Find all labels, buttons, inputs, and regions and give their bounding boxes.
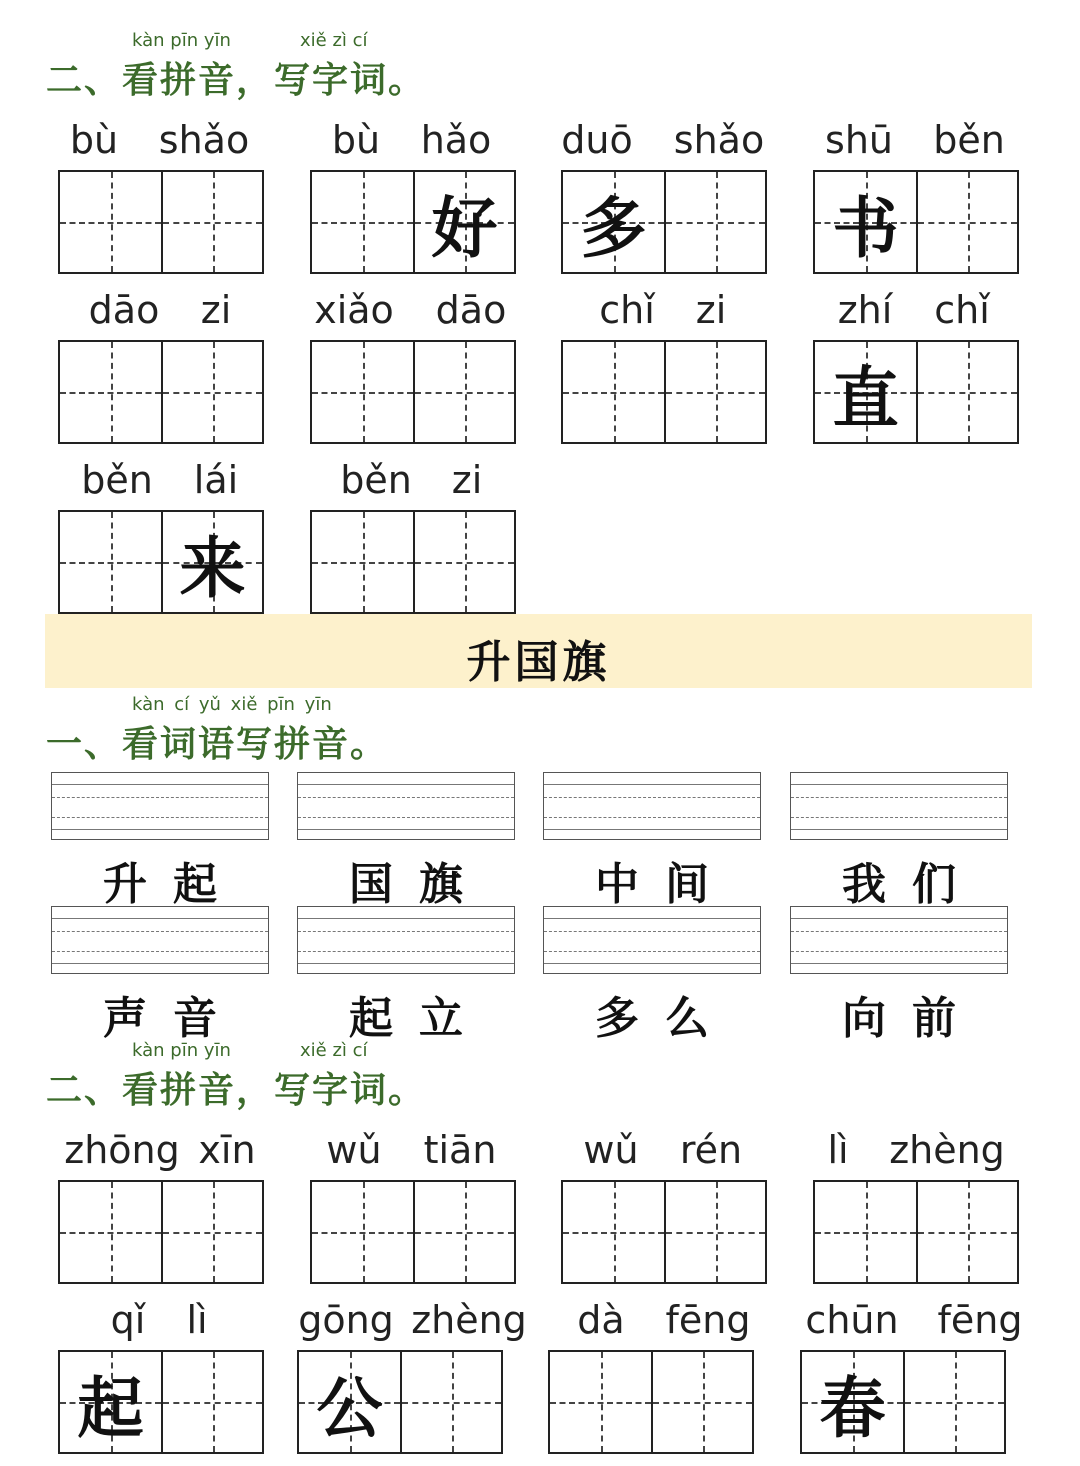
writing-cell[interactable]: [815, 172, 916, 272]
given-character: 春: [819, 1368, 886, 1447]
given-character: [415, 342, 514, 442]
vocabulary-word: 向前: [842, 993, 982, 1044]
pinyin-writing-box[interactable]: [543, 772, 761, 840]
tianzige-grid: [548, 1350, 754, 1454]
writing-cell[interactable]: [815, 1182, 916, 1282]
word-item: [58, 1298, 264, 1458]
pinyin-label: fēng: [937, 1298, 1023, 1342]
given-character: [60, 342, 161, 442]
given-character: 公: [316, 1368, 383, 1447]
ruled-line: [52, 784, 268, 785]
lesson-title: 升国旗: [466, 637, 611, 688]
given-character: [312, 1182, 413, 1282]
section-b-title: 一、看词语写拼音。: [46, 723, 389, 765]
word-item: [813, 118, 1019, 278]
ruled-line: [791, 931, 1007, 932]
tianzige-grid: [310, 1180, 516, 1284]
given-character: [905, 1352, 1004, 1452]
vocabulary-word: 中间: [595, 859, 735, 910]
writing-cell[interactable]: [312, 1182, 413, 1282]
pinyin-label: bù: [69, 118, 119, 162]
tianzige-grid: [310, 340, 516, 444]
writing-cell[interactable]: [400, 1352, 501, 1452]
pinyin-label: wǔ: [583, 1128, 639, 1172]
writing-cell[interactable]: [161, 1352, 262, 1452]
given-character: [563, 1182, 664, 1282]
pinyin-label: chǐ: [934, 288, 990, 332]
ruled-line: [544, 963, 760, 964]
given-character: [815, 1182, 916, 1282]
writing-cell[interactable]: [413, 1182, 514, 1282]
given-character: [312, 172, 413, 272]
pinyin-label: shǎo: [158, 118, 250, 162]
ruled-line: [791, 963, 1007, 964]
word-item: [561, 118, 767, 278]
given-character: [402, 1352, 501, 1452]
ruled-line: [544, 918, 760, 919]
vocabulary-word: 起立: [349, 993, 489, 1044]
pinyin-label: zi: [695, 288, 727, 332]
given-character: [550, 1352, 651, 1452]
writing-cell[interactable]: [413, 342, 514, 442]
ruled-line: [52, 829, 268, 830]
word-item: [800, 1298, 1023, 1458]
ruled-line: [298, 918, 514, 919]
pinyin-writing-box[interactable]: [51, 906, 269, 974]
given-character: 来: [179, 528, 246, 607]
given-character: [312, 342, 413, 442]
writing-cell[interactable]: [916, 342, 1017, 442]
word-item: [813, 1128, 1019, 1288]
pinyin-label: dà: [577, 1298, 625, 1342]
vocabulary-word: 声音: [103, 993, 243, 1044]
pinyin-label: tiān: [423, 1128, 497, 1172]
pinyin-label: chǐ: [599, 288, 655, 332]
tianzige-grid: [310, 510, 516, 614]
given-character: 书: [832, 188, 899, 267]
word-item: [58, 1128, 264, 1288]
given-character: [312, 512, 413, 612]
given-character: [666, 1182, 765, 1282]
writing-cell[interactable]: [60, 1182, 161, 1282]
pinyin-writing-box[interactable]: [790, 906, 1008, 974]
pinyin-label: zi: [451, 458, 483, 502]
word-item: [310, 118, 516, 278]
section-a-title: 二、看拼音，写字词。: [46, 59, 427, 101]
ruled-line: [52, 963, 268, 964]
tianzige-grid: [561, 170, 767, 274]
writing-cell[interactable]: [312, 172, 413, 272]
tianzige-grid: [561, 1180, 767, 1284]
ruled-line: [791, 784, 1007, 785]
heading-annotation: kàn cí yǔ xiě pīn yīn: [132, 694, 332, 715]
word-item: [310, 1128, 516, 1288]
ruled-line: [52, 918, 268, 919]
ruled-line: [544, 951, 760, 952]
pinyin-label: wǔ: [326, 1128, 382, 1172]
writing-cell[interactable]: [802, 1352, 903, 1452]
given-character: 多: [580, 188, 647, 267]
given-character: [60, 512, 161, 612]
lesson-title-banner: [45, 614, 1032, 688]
pinyin-label: zhí: [837, 288, 893, 332]
given-character: [918, 1182, 1017, 1282]
heading-annotation: kàn pīn yīn: [132, 30, 231, 51]
pinyin-label: gōng: [298, 1298, 394, 1342]
given-character: [563, 342, 664, 442]
ruled-line: [298, 817, 514, 818]
writing-cell[interactable]: [299, 1352, 400, 1452]
ruled-line: [298, 797, 514, 798]
word-item: [58, 458, 264, 618]
given-character: 好: [431, 188, 498, 267]
pinyin-label: chūn: [805, 1298, 899, 1342]
pinyin-label: běn: [81, 458, 153, 502]
word-item: [58, 288, 264, 448]
writing-cell[interactable]: [413, 512, 514, 612]
ruled-line: [298, 931, 514, 932]
tianzige-grid: [58, 1180, 264, 1284]
writing-cell[interactable]: [413, 172, 514, 272]
ruled-line: [52, 931, 268, 932]
given-character: [60, 172, 161, 272]
tianzige-grid: [297, 1350, 503, 1454]
given-character: [163, 342, 262, 442]
ruled-line: [52, 817, 268, 818]
tianzige-grid: [310, 170, 516, 274]
writing-cell[interactable]: [651, 1352, 752, 1452]
writing-cell[interactable]: [161, 172, 262, 272]
given-character: [60, 1182, 161, 1282]
writing-cell[interactable]: [550, 1352, 651, 1452]
word-item: [297, 1298, 527, 1458]
given-character: [666, 172, 765, 272]
ruled-line: [298, 963, 514, 964]
writing-cell[interactable]: [60, 1352, 161, 1452]
pinyin-label: duō: [561, 118, 633, 162]
given-character: [918, 342, 1017, 442]
writing-cell[interactable]: [563, 172, 664, 272]
pinyin-label: lì: [186, 1298, 208, 1342]
pinyin-label: shǎo: [673, 118, 765, 162]
ruled-line: [791, 829, 1007, 830]
pinyin-label: běn: [933, 118, 1005, 162]
given-character: [163, 1182, 262, 1282]
given-character: [666, 342, 765, 442]
ruled-line: [544, 931, 760, 932]
pinyin-label: xīn: [198, 1128, 256, 1172]
writing-cell[interactable]: [916, 1182, 1017, 1282]
pinyin-label: shū: [825, 118, 893, 162]
word-item: [548, 1298, 754, 1458]
ruled-line: [791, 797, 1007, 798]
given-character: [918, 172, 1017, 272]
tianzige-grid: [813, 340, 1019, 444]
ruled-line: [791, 918, 1007, 919]
ruled-line: [544, 817, 760, 818]
pinyin-writing-box[interactable]: [297, 772, 515, 840]
pinyin-writing-box[interactable]: [790, 772, 1008, 840]
word-item: [561, 1128, 767, 1288]
writing-cell[interactable]: [161, 512, 262, 612]
tianzige-grid: [58, 340, 264, 444]
pinyin-label: rén: [679, 1128, 743, 1172]
ruled-line: [791, 951, 1007, 952]
pinyin-label: běn: [340, 458, 412, 502]
writing-cell[interactable]: [60, 172, 161, 272]
given-character: 直: [832, 358, 899, 437]
tianzige-grid: [813, 170, 1019, 274]
word-item: [813, 288, 1019, 448]
word-item: [310, 458, 516, 618]
pinyin-label: qǐ: [110, 1298, 146, 1342]
pinyin-label: lái: [193, 458, 239, 502]
writing-cell[interactable]: [664, 172, 765, 272]
writing-cell[interactable]: [563, 1182, 664, 1282]
given-character: [653, 1352, 752, 1452]
tianzige-grid: [561, 340, 767, 444]
pinyin-writing-box[interactable]: [543, 906, 761, 974]
tianzige-grid: [813, 1180, 1019, 1284]
word-item: [310, 288, 516, 448]
writing-cell[interactable]: [312, 342, 413, 442]
pinyin-label: dāo: [435, 288, 507, 332]
writing-cell[interactable]: [815, 342, 916, 442]
writing-cell[interactable]: [60, 512, 161, 612]
tianzige-grid: [58, 170, 264, 274]
tianzige-grid: [800, 1350, 1006, 1454]
writing-cell[interactable]: [161, 342, 262, 442]
ruled-line: [544, 829, 760, 830]
given-character: 起: [77, 1368, 144, 1447]
ruled-line: [298, 951, 514, 952]
given-character: [163, 1352, 262, 1452]
pinyin-label: zi: [200, 288, 232, 332]
ruled-line: [52, 797, 268, 798]
vocabulary-word: 升起: [103, 859, 243, 910]
pinyin-label: bù: [331, 118, 381, 162]
given-character: [163, 172, 262, 272]
pinyin-label: zhèng: [411, 1298, 527, 1342]
pinyin-label: zhōng: [64, 1128, 180, 1172]
writing-cell[interactable]: [563, 342, 664, 442]
ruled-line: [298, 829, 514, 830]
vocabulary-word: 多么: [595, 993, 735, 1044]
word-item: [58, 118, 264, 278]
writing-cell[interactable]: [664, 342, 765, 442]
pinyin-label: xiǎo: [314, 288, 394, 332]
given-character: [415, 1182, 514, 1282]
heading-annotation: xiě zì cí: [300, 30, 368, 51]
writing-cell[interactable]: [916, 172, 1017, 272]
pinyin-writing-box[interactable]: [51, 772, 269, 840]
writing-cell[interactable]: [60, 342, 161, 442]
word-item: [561, 288, 767, 448]
writing-cell[interactable]: [161, 1182, 262, 1282]
tianzige-grid: [58, 1350, 264, 1454]
writing-cell[interactable]: [312, 512, 413, 612]
writing-cell[interactable]: [903, 1352, 1004, 1452]
pinyin-label: lì: [827, 1128, 849, 1172]
tianzige-grid: [58, 510, 264, 614]
pinyin-label: dāo: [88, 288, 160, 332]
vocabulary-word: 我们: [842, 859, 982, 910]
ruled-line: [544, 784, 760, 785]
heading-annotation: xiě zì cí: [300, 1040, 368, 1061]
ruled-line: [791, 817, 1007, 818]
writing-cell[interactable]: [664, 1182, 765, 1282]
pinyin-label: zhèng: [889, 1128, 1005, 1172]
heading-annotation: kàn pīn yīn: [132, 1040, 231, 1061]
pinyin-label: fēng: [665, 1298, 751, 1342]
pinyin-label: hǎo: [420, 118, 492, 162]
ruled-line: [544, 797, 760, 798]
pinyin-writing-box[interactable]: [297, 906, 515, 974]
ruled-line: [52, 951, 268, 952]
section-c-title: 二、看拼音，写字词。: [46, 1069, 427, 1111]
ruled-line: [298, 784, 514, 785]
given-character: [415, 512, 514, 612]
vocabulary-word: 国旗: [349, 859, 489, 910]
